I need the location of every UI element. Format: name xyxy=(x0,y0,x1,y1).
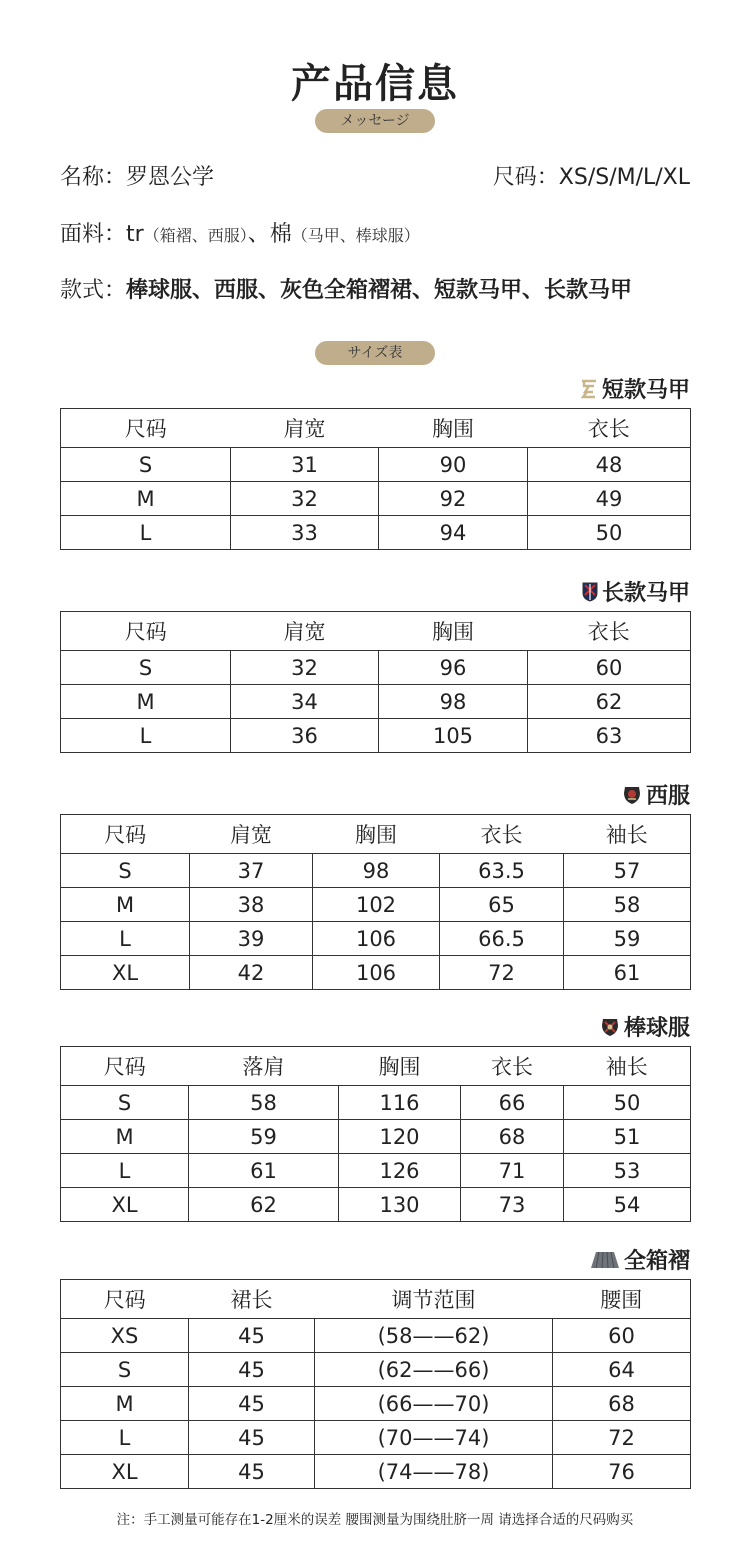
table-row xyxy=(61,1086,691,1120)
table-cell: 45 xyxy=(189,1387,315,1421)
table-cell: 53 xyxy=(564,1154,691,1188)
col-header: 袖长 xyxy=(564,815,691,854)
table-cell: 42 xyxy=(190,956,313,990)
table-cell: 48 xyxy=(528,448,691,482)
footnote: 注：手工测量可能存在1-2厘米的误差 腰围测量为围绕肚脐一周 请选择合适的尺码购买 xyxy=(116,1512,634,1528)
table-cell: (62——66) xyxy=(315,1353,553,1387)
section-title-suit xyxy=(622,779,690,810)
table-cell: M xyxy=(61,1387,189,1421)
table-cell: XL xyxy=(61,956,190,990)
section-title-text: 西服 xyxy=(645,784,690,809)
table-cell: 76 xyxy=(553,1455,691,1489)
table-cell: XL xyxy=(61,1455,189,1489)
table-cell: 98 xyxy=(313,854,440,888)
fabric-line xyxy=(60,217,420,248)
table-row xyxy=(61,1387,691,1421)
table-cell: 72 xyxy=(553,1421,691,1455)
table-cell: 36 xyxy=(231,719,379,753)
col-header: 腰围 xyxy=(553,1280,691,1319)
col-header: 肩宽 xyxy=(231,612,379,651)
table-cell: 106 xyxy=(313,956,440,990)
table-row xyxy=(61,482,691,516)
table-cell: 49 xyxy=(528,482,691,516)
col-header: 尺码 xyxy=(61,612,231,651)
table-cell: L xyxy=(61,922,190,956)
style-label: 款式： xyxy=(60,278,127,303)
table-cell: 34 xyxy=(231,685,379,719)
size-line xyxy=(493,160,690,191)
table-row xyxy=(61,516,691,550)
table-row xyxy=(61,922,691,956)
fabric-tr-note: （箱褶、西服） xyxy=(143,226,248,245)
table-row xyxy=(61,719,691,753)
table-cell: 57 xyxy=(564,854,691,888)
table-cell: 58 xyxy=(564,888,691,922)
suit-icon xyxy=(622,785,642,805)
name-value: 罗恩公学 xyxy=(126,165,215,190)
table-cell: 68 xyxy=(553,1387,691,1421)
style-value: 棒球服、西服、灰色全箱褶裙、短款马甲、长款马甲 xyxy=(126,278,633,303)
table-cell: 62 xyxy=(189,1188,339,1222)
fabric-label: 面料： xyxy=(60,222,127,247)
table-row xyxy=(61,448,691,482)
section-title-pleated-skirt xyxy=(590,1244,690,1275)
table-cell: 60 xyxy=(553,1319,691,1353)
pleated-skirt-icon xyxy=(590,1250,620,1270)
table-header-row xyxy=(61,612,691,651)
table-cell: L xyxy=(61,719,231,753)
table-cell: 59 xyxy=(564,922,691,956)
table-cell: 31 xyxy=(231,448,379,482)
col-header: 落肩 xyxy=(189,1047,339,1086)
short-vest-icon xyxy=(580,378,598,400)
col-header: 袖长 xyxy=(564,1047,691,1086)
col-header: 胸围 xyxy=(379,409,528,448)
table-cell: 126 xyxy=(339,1154,461,1188)
size-table-baseball-jacket xyxy=(60,1046,691,1222)
table-cell: 45 xyxy=(189,1319,315,1353)
table-cell: M xyxy=(61,482,231,516)
table-cell: 33 xyxy=(231,516,379,550)
table-cell: 37 xyxy=(190,854,313,888)
size-table-pleated-skirt xyxy=(60,1279,691,1489)
table-cell: S xyxy=(61,448,231,482)
col-header: 衣长 xyxy=(528,612,691,651)
table-cell: 63.5 xyxy=(440,854,564,888)
table-cell: 32 xyxy=(231,482,379,516)
message-pill: メッセージ xyxy=(315,109,435,133)
table-cell: XL xyxy=(61,1188,189,1222)
table-cell: 62 xyxy=(528,685,691,719)
section-title-short-vest xyxy=(580,373,690,404)
col-header: 尺码 xyxy=(61,815,190,854)
table-cell: S xyxy=(61,1353,189,1387)
table-cell: 58 xyxy=(189,1086,339,1120)
section-title-long-vest xyxy=(582,576,690,607)
table-cell: M xyxy=(61,888,190,922)
table-cell: 38 xyxy=(190,888,313,922)
table-cell: 90 xyxy=(379,448,528,482)
size-label: 尺码： xyxy=(492,165,559,190)
table-cell: 50 xyxy=(564,1086,691,1120)
table-cell: 102 xyxy=(313,888,440,922)
fabric-sep: 、 xyxy=(247,222,270,247)
section-title-baseball-jacket xyxy=(600,1011,690,1042)
table-row xyxy=(61,1120,691,1154)
table-cell: 61 xyxy=(189,1154,339,1188)
table-cell: L xyxy=(61,516,231,550)
table-cell: 39 xyxy=(190,922,313,956)
table-cell: 66.5 xyxy=(440,922,564,956)
col-header: 胸围 xyxy=(339,1047,461,1086)
table-cell: 71 xyxy=(461,1154,564,1188)
table-row xyxy=(61,651,691,685)
col-header: 胸围 xyxy=(379,612,528,651)
col-header: 调节范围 xyxy=(315,1280,553,1319)
table-cell: (70——74) xyxy=(315,1421,553,1455)
col-header: 衣长 xyxy=(461,1047,564,1086)
col-header: 肩宽 xyxy=(190,815,313,854)
table-row xyxy=(61,888,691,922)
table-cell: 64 xyxy=(553,1353,691,1387)
table-cell: L xyxy=(61,1154,189,1188)
table-cell: 130 xyxy=(339,1188,461,1222)
table-cell: S xyxy=(61,1086,189,1120)
col-header: 肩宽 xyxy=(231,409,379,448)
table-row xyxy=(61,685,691,719)
table-cell: (66——70) xyxy=(315,1387,553,1421)
col-header: 尺码 xyxy=(61,1047,189,1086)
table-cell: 73 xyxy=(461,1188,564,1222)
table-cell: 96 xyxy=(379,651,528,685)
table-cell: 116 xyxy=(339,1086,461,1120)
table-cell: S xyxy=(61,854,190,888)
table-cell: XS xyxy=(61,1319,189,1353)
table-header-row xyxy=(61,409,691,448)
table-cell: 66 xyxy=(461,1086,564,1120)
section-title-text: 全箱褶 xyxy=(623,1249,690,1274)
name-line xyxy=(60,160,214,191)
table-cell: 50 xyxy=(528,516,691,550)
col-header: 衣长 xyxy=(528,409,691,448)
col-header: 胸围 xyxy=(313,815,440,854)
table-header-row xyxy=(61,815,691,854)
section-title-text: 长款马甲 xyxy=(601,581,690,606)
table-cell: 45 xyxy=(189,1455,315,1489)
table-cell: 65 xyxy=(440,888,564,922)
size-table-short-vest xyxy=(60,408,691,550)
fabric-cotton: 棉 xyxy=(269,222,292,247)
col-header: 尺码 xyxy=(61,409,231,448)
table-cell: 54 xyxy=(564,1188,691,1222)
table-cell: M xyxy=(61,685,231,719)
col-header: 尺码 xyxy=(61,1280,189,1319)
table-cell: 60 xyxy=(528,651,691,685)
table-cell: 51 xyxy=(564,1120,691,1154)
table-row xyxy=(61,1154,691,1188)
table-cell: 105 xyxy=(379,719,528,753)
size-table-long-vest xyxy=(60,611,691,753)
table-cell: 32 xyxy=(231,651,379,685)
table-header-row xyxy=(61,1047,691,1086)
table-cell: 59 xyxy=(189,1120,339,1154)
table-cell: 72 xyxy=(440,956,564,990)
fabric-tr: tr xyxy=(126,222,144,247)
table-row xyxy=(61,1421,691,1455)
table-cell: 45 xyxy=(189,1421,315,1455)
name-label: 名称： xyxy=(60,165,127,190)
table-cell: L xyxy=(61,1421,189,1455)
table-cell: 98 xyxy=(379,685,528,719)
size-value: XS/S/M/L/XL xyxy=(558,165,690,190)
size-table-pill: サイズ表 xyxy=(315,341,435,365)
baseball-jacket-icon xyxy=(600,1017,620,1037)
long-vest-icon xyxy=(582,582,598,602)
table-row xyxy=(61,1319,691,1353)
table-cell: 61 xyxy=(564,956,691,990)
section-title-text: 棒球服 xyxy=(623,1016,690,1041)
table-cell: (58——62) xyxy=(315,1319,553,1353)
table-cell: 45 xyxy=(189,1353,315,1387)
table-cell: 63 xyxy=(528,719,691,753)
table-cell: (74——78) xyxy=(315,1455,553,1489)
table-cell: 68 xyxy=(461,1120,564,1154)
section-title-text: 短款马甲 xyxy=(601,378,690,403)
page-title: 产品信息 xyxy=(291,61,459,107)
table-cell: M xyxy=(61,1120,189,1154)
table-row xyxy=(61,1188,691,1222)
table-row xyxy=(61,956,691,990)
table-row xyxy=(61,1455,691,1489)
table-row xyxy=(61,854,691,888)
col-header: 裙长 xyxy=(189,1280,315,1319)
table-header-row xyxy=(61,1280,691,1319)
fabric-cotton-note: （马甲、棒球服） xyxy=(291,226,420,245)
size-table-suit xyxy=(60,814,691,990)
table-cell: 106 xyxy=(313,922,440,956)
col-header: 衣长 xyxy=(440,815,564,854)
table-cell: S xyxy=(61,651,231,685)
table-cell: 120 xyxy=(339,1120,461,1154)
table-cell: 92 xyxy=(379,482,528,516)
table-row xyxy=(61,1353,691,1387)
style-line xyxy=(60,273,632,304)
table-cell: 94 xyxy=(379,516,528,550)
